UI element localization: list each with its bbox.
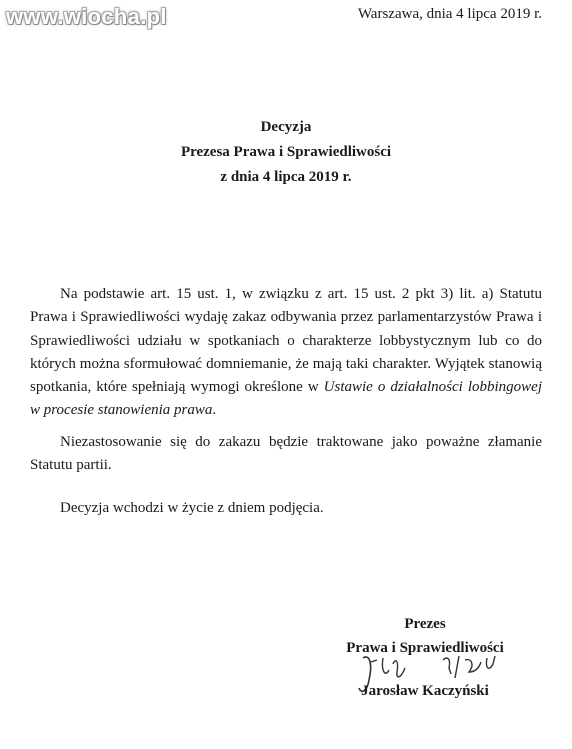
- document-body: [30, 283, 542, 521]
- law-title: Ustawie o działalności lobbingowej w procesie stanowienia prawa: [30, 379, 542, 419]
- signer-role: Prezes: [404, 616, 446, 632]
- paragraph-1-end: .: [212, 402, 217, 419]
- paragraph-1-text: Na podstawie art. 15 ust. 1, w związku z art. 15 ust. 2 pkt 3) lit. a) Statutu Prawa i Sprawiedliwości wydaję zakaz odbywania przez parlamentarzystów Prawa i Sprawiedliwości udziału w spotkaniach o charakterze lobbystycznym lub co do których można sformułować domniemanie, że mają taki charakter. Wyjątek stanowią spotkania, które spełniają wymogi określone w: [30, 286, 542, 396]
- title-line-2: Prezesa Prawa i Sprawiedliwości: [180, 144, 392, 160]
- date-line: Warszawa, dnia 4 lipca 2019 r.: [357, 6, 542, 22]
- paragraph-3: Decyzja wchodzi w życie z dniem podjęcia.: [60, 500, 324, 517]
- paragraph-1: [30, 283, 542, 423]
- title-line-1: Decyzja: [260, 119, 312, 135]
- handwritten-signature: [355, 650, 525, 710]
- title-line-3: z dnia 4 lipca 2019 r.: [220, 169, 352, 185]
- signer-name: Jarosław Kaczyński: [361, 683, 489, 699]
- signer-party: Prawa i Sprawiedliwości: [346, 640, 504, 656]
- watermark-logo: www.wiocha.pl: [6, 4, 167, 29]
- paragraph-2: Niezastosowanie się do zakazu będzie traktowane jako poważne złamanie Statutu partii.: [30, 433, 542, 474]
- document-title: [0, 115, 572, 190]
